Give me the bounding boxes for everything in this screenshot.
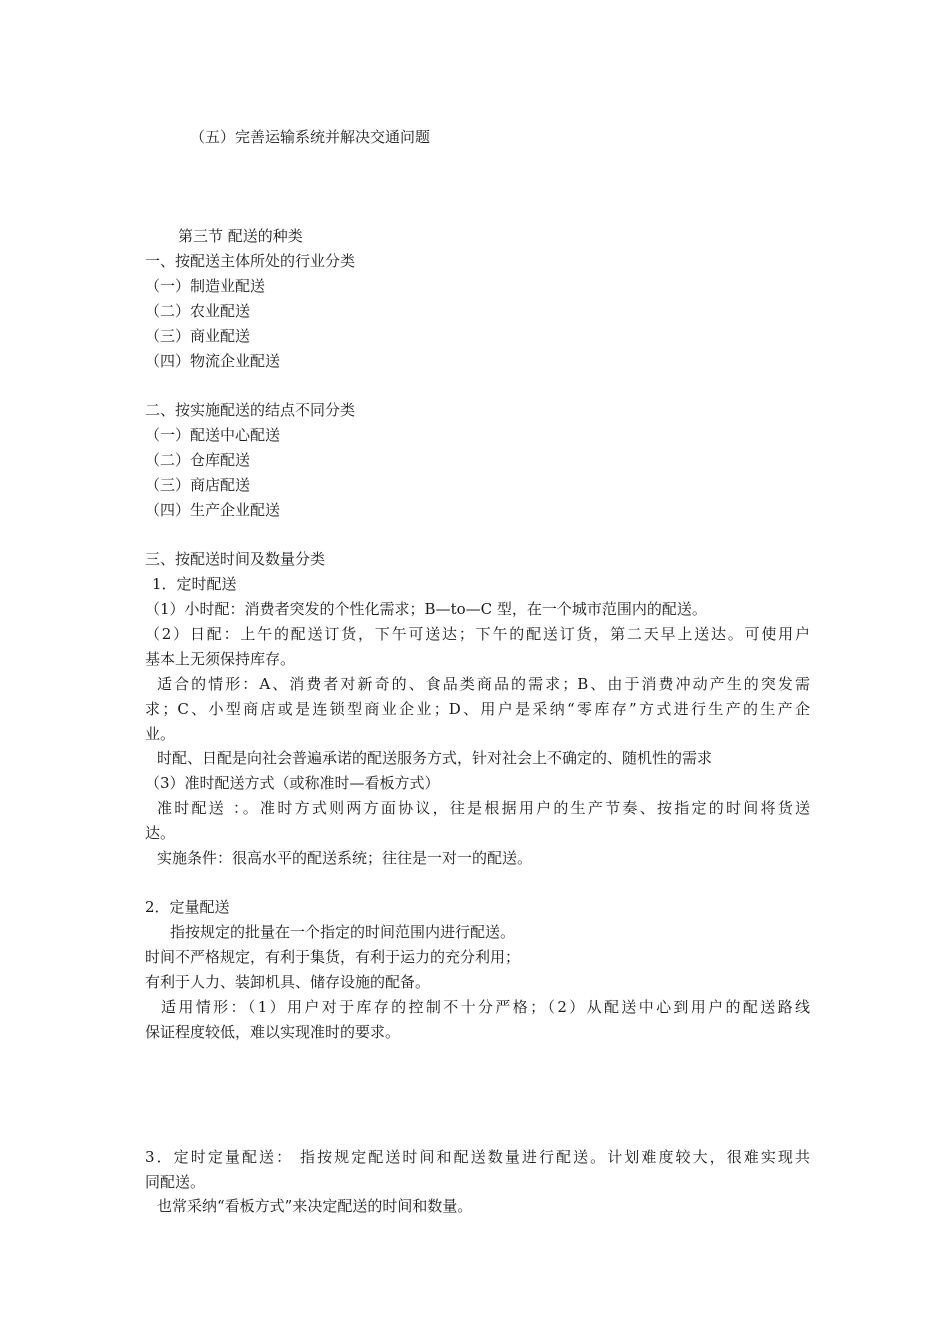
category-2-item: （四）生产企业配送	[145, 501, 281, 519]
category-1-item: （一）制造业配送	[145, 277, 266, 295]
category-1-title: 一、按配送主体所处的行业分类	[145, 252, 356, 270]
paragraph-applicable-line: 保证程度较低，难以实现准时的要求。	[145, 1023, 401, 1041]
category-1-item: （二）农业配送	[145, 302, 251, 320]
paragraph-applicable-line: 适用情形：（1）用户对于库存的控制不十分严格；（2）从配送中心到用户的配送路线	[161, 998, 810, 1016]
category-1-item: （三）商业配送	[145, 327, 251, 345]
category-2-item: （二）仓库配送	[145, 451, 251, 469]
paragraph-suitable-line: 求；C、小型商店或是连锁型商业企业；D、用户是采纳“零库存”方式进行生产的生产企	[145, 700, 810, 718]
paragraph-suitable-line: 适合的情形：A、消费者对新奇的、食品类商品的需求；B、由于消费冲动产生的突发需	[157, 675, 810, 693]
category-3-title: 三、按配送时间及数量分类	[145, 550, 326, 568]
category-2-item: （三）商店配送	[145, 476, 251, 494]
category-2-item: （一）配送中心配送	[145, 426, 281, 444]
paragraph-quantity-benefit: 时间不严格规定，有利于集货，有利于运力的充分利用；	[145, 948, 521, 966]
category-1-item: （四）物流企业配送	[145, 352, 281, 370]
paragraph-conditions: 实施条件：很高水平的配送系统；往往是一对一的配送。	[157, 849, 533, 867]
paragraph-quantity-def: 指按规定的批量在一个指定的时间范围内进行配送。	[170, 923, 516, 941]
paragraph-daily-line: （2）日配：上午的配送订货，下午可送达；下午的配送订货，第二天早上送达。可使用户	[145, 625, 810, 643]
paragraph-quantity-benefit: 有利于人力、装卸机具、储存设施的配备。	[145, 973, 431, 991]
subsection-quantity-delivery: 2．定量配送	[145, 898, 230, 916]
paragraph-jit-line: 达。	[145, 824, 176, 842]
paragraph-daily-line: 基本上无须保持库存。	[145, 650, 296, 668]
section-title: 第三节 配送的种类	[178, 227, 303, 245]
paragraph-jit-line: 准时配送 ：。准时方式则两方面协议，往是根据用户的生产节奏、按指定的时间将货送	[157, 799, 810, 817]
paragraph-jit-heading: （3）准时配送方式（或称准时—看板方式）	[145, 774, 440, 792]
category-2-title: 二、按实施配送的结点不同分类	[145, 401, 356, 419]
subheading-improve-transport: （五）完善运输系统并解决交通问题	[190, 128, 431, 146]
subsection-timed-delivery: 1．定时配送	[152, 575, 237, 593]
paragraph-timed-quantity-line: 3．定时定量配送： 指按规定配送时间和配送数量进行配送。计划难度较大，很难实现共	[145, 1148, 810, 1166]
paragraph-suitable-line: 业。	[145, 725, 176, 743]
paragraph-kanban: 也常采纳“看板方式”来决定配送的时间和数量。	[157, 1197, 473, 1215]
paragraph-service-promise: 时配、日配是向社会普遍承诺的配送服务方式，针对社会上不确定的、随机性的需求	[157, 749, 713, 767]
paragraph-timed-quantity-line: 同配送。	[145, 1173, 206, 1191]
paragraph-hourly: （1）小时配：消费者突发的个性化需求；B—to—C 型，在一个城市范围内的配送。	[145, 600, 707, 618]
